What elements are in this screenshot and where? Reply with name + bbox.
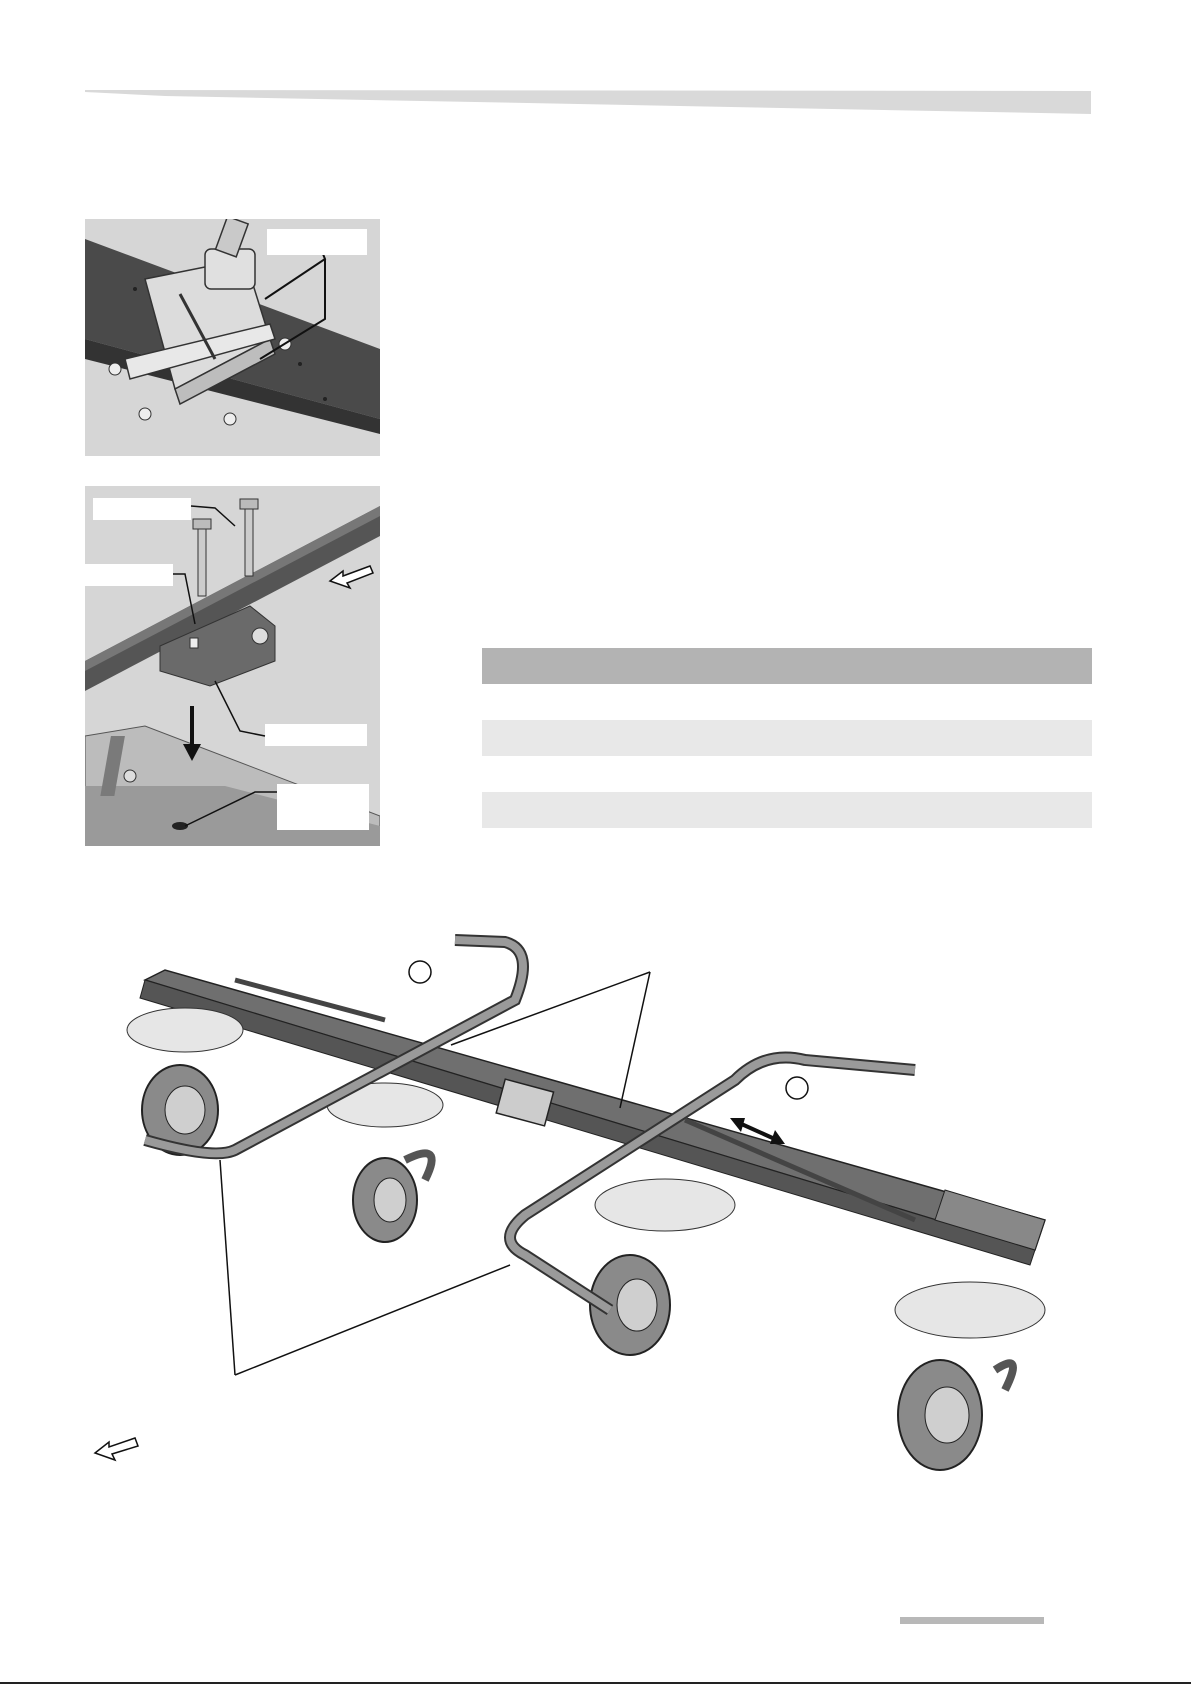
table-row xyxy=(482,792,1092,828)
marker-circle xyxy=(786,1077,808,1099)
marker-circle xyxy=(409,961,431,983)
main-assembly-illustration xyxy=(85,920,1105,1480)
figure-bracket-detail xyxy=(85,486,380,846)
callout-box xyxy=(267,229,367,255)
bottom-rule xyxy=(0,1682,1191,1684)
wheel xyxy=(898,1360,982,1470)
direction-arrow-icon xyxy=(95,1438,138,1460)
table-header xyxy=(482,648,1092,684)
footer-line xyxy=(900,1617,1044,1624)
clamp-illustration xyxy=(85,219,380,456)
header-bar xyxy=(85,88,1091,114)
bracket-illustration xyxy=(85,486,380,846)
table-row xyxy=(482,720,1092,756)
figure-clamp-detail xyxy=(85,219,380,456)
page-title xyxy=(85,60,985,84)
wheel xyxy=(353,1158,417,1242)
